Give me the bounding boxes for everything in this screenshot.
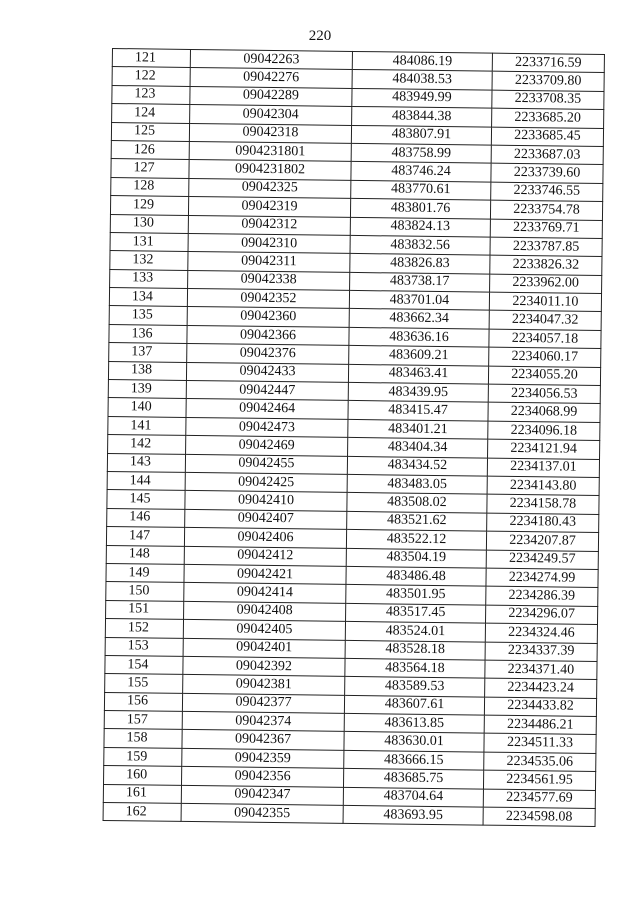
row-number-cell: 132	[110, 251, 188, 270]
point-id-cell: 09042347	[181, 785, 343, 805]
y-coordinate-cell: 2234324.46	[485, 623, 597, 643]
x-coordinate-cell: 483483.05	[347, 474, 487, 494]
x-coordinate-cell: 483949.99	[352, 88, 492, 108]
x-coordinate-cell: 483504.19	[346, 548, 486, 568]
point-id-cell: 09042318	[189, 123, 351, 143]
y-coordinate-cell: 2233687.03	[491, 145, 603, 165]
point-id-cell: 09042412	[184, 546, 346, 566]
row-number-cell: 145	[107, 490, 185, 509]
x-coordinate-cell: 483636.16	[349, 327, 489, 347]
point-id-cell: 09042433	[186, 362, 348, 382]
row-number-cell: 123	[112, 85, 190, 104]
point-id-cell: 09042410	[185, 491, 347, 511]
row-number-cell: 157	[104, 711, 182, 730]
point-id-cell: 09042425	[185, 472, 347, 492]
y-coordinate-cell: 2234011.10	[489, 292, 601, 312]
row-number-cell: 125	[111, 122, 189, 141]
point-id-cell: 09042381	[183, 675, 345, 695]
point-id-cell: 09042352	[187, 289, 349, 309]
x-coordinate-cell: 483746.24	[351, 162, 491, 182]
row-number-cell: 162	[103, 802, 181, 821]
row-number-cell: 150	[106, 582, 184, 601]
y-coordinate-cell: 2233826.32	[490, 255, 602, 275]
row-number-cell: 153	[105, 637, 183, 656]
point-id-cell: 09042377	[182, 693, 344, 713]
point-id-cell: 09042414	[184, 583, 346, 603]
y-coordinate-cell: 2233746.55	[491, 182, 603, 202]
y-coordinate-cell: 2233685.20	[492, 108, 604, 128]
x-coordinate-cell: 483704.64	[343, 787, 483, 807]
point-id-cell: 09042276	[190, 68, 352, 88]
y-coordinate-cell: 2233962.00	[490, 274, 602, 294]
y-coordinate-cell: 2233708.35	[492, 90, 604, 110]
x-coordinate-cell: 483693.95	[343, 805, 483, 825]
row-number-cell: 148	[106, 545, 184, 564]
point-id-cell: 09042376	[187, 344, 349, 364]
y-coordinate-cell: 2233685.45	[491, 127, 603, 147]
x-coordinate-cell: 484038.53	[352, 70, 492, 90]
x-coordinate-cell: 483528.18	[345, 640, 485, 660]
point-id-cell: 09042374	[182, 711, 344, 731]
x-coordinate-cell: 483770.61	[351, 180, 491, 200]
row-number-cell: 142	[108, 435, 186, 454]
x-coordinate-cell: 483613.85	[344, 713, 484, 733]
x-coordinate-cell: 483501.95	[346, 585, 486, 605]
row-number-cell: 155	[105, 674, 183, 693]
x-coordinate-cell: 483401.21	[348, 419, 488, 439]
y-coordinate-cell: 2234207.87	[486, 531, 598, 551]
point-id-cell: 09042421	[184, 564, 346, 584]
point-id-cell: 09042464	[186, 399, 348, 419]
x-coordinate-cell: 483685.75	[343, 769, 483, 789]
point-id-cell: 09042405	[183, 620, 345, 640]
row-number-cell: 124	[112, 104, 190, 123]
row-number-cell: 134	[109, 288, 187, 307]
point-id-cell: 09042325	[189, 178, 351, 198]
point-id-cell: 09042360	[187, 307, 349, 327]
point-id-cell: 09042407	[185, 509, 347, 529]
y-coordinate-cell: 2233739.60	[491, 163, 603, 183]
row-number-cell: 136	[109, 324, 187, 343]
row-number-cell: 139	[108, 380, 186, 399]
row-number-cell: 156	[104, 692, 182, 711]
point-id-cell: 09042319	[188, 197, 350, 217]
point-id-cell: 09042289	[190, 86, 352, 106]
y-coordinate-cell: 2234056.53	[488, 384, 600, 404]
point-id-cell: 09042356	[182, 767, 344, 787]
x-coordinate-cell: 483508.02	[347, 493, 487, 513]
y-coordinate-cell: 2234423.24	[485, 678, 597, 698]
y-coordinate-cell: 2233787.85	[490, 237, 602, 257]
y-coordinate-cell: 2234511.33	[484, 734, 596, 754]
y-coordinate-cell: 2234598.08	[483, 807, 595, 827]
point-id-cell: 09042455	[185, 454, 347, 474]
y-coordinate-cell: 2233709.80	[492, 72, 604, 92]
point-id-cell: 09042355	[181, 803, 343, 823]
point-id-cell: 09042469	[186, 436, 348, 456]
x-coordinate-cell: 483701.04	[349, 290, 489, 310]
row-number-cell: 126	[111, 140, 189, 159]
point-id-cell: 09042304	[190, 105, 352, 125]
x-coordinate-cell: 483564.18	[345, 658, 485, 678]
row-number-cell: 151	[106, 600, 184, 619]
y-coordinate-cell: 2234561.95	[483, 770, 595, 790]
x-coordinate-cell: 483404.34	[348, 438, 488, 458]
y-coordinate-cell: 2234143.80	[487, 476, 599, 496]
row-number-cell: 129	[110, 196, 188, 215]
point-id-cell: 09042408	[184, 601, 346, 621]
x-coordinate-cell: 483844.38	[352, 107, 492, 127]
x-coordinate-cell: 483589.53	[345, 677, 485, 697]
y-coordinate-cell: 2234486.21	[484, 715, 596, 735]
point-id-cell: 09042367	[182, 730, 344, 750]
point-id-cell: 09042310	[188, 233, 350, 253]
x-coordinate-cell: 484086.19	[352, 51, 492, 71]
row-number-cell: 149	[106, 563, 184, 582]
y-coordinate-cell: 2234121.94	[488, 439, 600, 459]
row-number-cell: 154	[105, 655, 183, 674]
page-number: 220	[308, 28, 332, 44]
y-coordinate-cell: 2234060.17	[489, 347, 601, 367]
row-number-cell: 141	[108, 416, 186, 435]
y-coordinate-cell: 2234047.32	[489, 311, 601, 331]
x-coordinate-cell: 483609.21	[349, 346, 489, 366]
point-id-cell: 09042366	[187, 325, 349, 345]
x-coordinate-cell: 483486.48	[346, 566, 486, 586]
point-id-cell: 09042359	[182, 748, 344, 768]
row-number-cell: 135	[109, 306, 187, 325]
y-coordinate-cell: 2234249.57	[486, 550, 598, 570]
row-number-cell: 143	[107, 453, 185, 472]
point-id-cell: 0904231801	[189, 141, 351, 161]
x-coordinate-cell: 483824.13	[350, 217, 490, 237]
y-coordinate-cell: 2234158.78	[487, 494, 599, 514]
x-coordinate-cell: 483738.17	[350, 272, 490, 292]
point-id-cell: 09042473	[186, 417, 348, 437]
row-number-cell: 133	[110, 269, 188, 288]
x-coordinate-cell: 483826.83	[350, 254, 490, 274]
row-number-cell: 140	[108, 398, 186, 417]
y-coordinate-cell: 2234274.99	[486, 568, 598, 588]
coordinates-table	[103, 48, 605, 827]
x-coordinate-cell: 483807.91	[351, 125, 491, 145]
x-coordinate-cell: 483801.76	[350, 199, 490, 219]
row-number-cell: 130	[110, 214, 188, 233]
y-coordinate-cell: 2234535.06	[484, 752, 596, 772]
y-coordinate-cell: 2234137.01	[487, 458, 599, 478]
y-coordinate-cell: 2234286.39	[486, 586, 598, 606]
y-coordinate-cell: 2233754.78	[490, 200, 602, 220]
x-coordinate-cell: 483415.47	[348, 401, 488, 421]
row-number-cell: 144	[107, 471, 185, 490]
x-coordinate-cell: 483522.12	[346, 530, 486, 550]
row-number-cell: 147	[106, 527, 184, 546]
y-coordinate-cell: 2233769.71	[490, 219, 602, 239]
row-number-cell: 161	[103, 784, 181, 803]
row-number-cell: 122	[112, 67, 190, 86]
row-number-cell: 160	[104, 766, 182, 785]
point-id-cell: 09042338	[188, 270, 350, 290]
x-coordinate-cell: 483463.41	[348, 364, 488, 384]
x-coordinate-cell: 483666.15	[344, 750, 484, 770]
y-coordinate-cell: 2234096.18	[488, 421, 600, 441]
y-coordinate-cell: 2234057.18	[489, 329, 601, 349]
y-coordinate-cell: 2234180.43	[487, 513, 599, 533]
y-coordinate-cell: 2234371.40	[485, 660, 597, 680]
row-number-cell: 159	[104, 747, 182, 766]
row-number-cell: 131	[110, 232, 188, 251]
row-number-cell: 137	[109, 343, 187, 362]
point-id-cell: 09042263	[190, 49, 352, 69]
x-coordinate-cell: 483832.56	[350, 235, 490, 255]
row-number-cell: 138	[108, 361, 186, 380]
x-coordinate-cell: 483521.62	[347, 511, 487, 531]
y-coordinate-cell: 2233716.59	[492, 53, 604, 73]
y-coordinate-cell: 2234433.82	[484, 697, 596, 717]
x-coordinate-cell: 483758.99	[351, 143, 491, 163]
coordinates-table-container	[103, 48, 605, 827]
y-coordinate-cell: 2234068.99	[488, 403, 600, 423]
row-number-cell: 121	[112, 49, 190, 68]
row-number-cell: 128	[111, 177, 189, 196]
point-id-cell: 09042392	[183, 656, 345, 676]
x-coordinate-cell: 483662.34	[349, 309, 489, 329]
point-id-cell: 09042401	[183, 638, 345, 658]
x-coordinate-cell: 483607.61	[344, 695, 484, 715]
point-id-cell: 09042447	[186, 380, 348, 400]
x-coordinate-cell: 483524.01	[345, 622, 485, 642]
row-number-cell: 158	[104, 729, 182, 748]
x-coordinate-cell: 483517.45	[346, 603, 486, 623]
point-id-cell: 0904231802	[189, 160, 351, 180]
y-coordinate-cell: 2234577.69	[483, 789, 595, 809]
x-coordinate-cell: 483630.01	[344, 732, 484, 752]
point-id-cell: 09042312	[188, 215, 350, 235]
x-coordinate-cell: 483434.52	[347, 456, 487, 476]
table-body	[103, 49, 604, 827]
y-coordinate-cell: 2234055.20	[488, 366, 600, 386]
row-number-cell: 146	[107, 508, 185, 527]
point-id-cell: 09042311	[188, 252, 350, 272]
point-id-cell: 09042406	[184, 528, 346, 548]
y-coordinate-cell: 2234296.07	[486, 605, 598, 625]
x-coordinate-cell: 483439.95	[348, 382, 488, 402]
row-number-cell: 127	[111, 159, 189, 178]
row-number-cell: 152	[105, 619, 183, 638]
y-coordinate-cell: 2234337.39	[485, 642, 597, 662]
